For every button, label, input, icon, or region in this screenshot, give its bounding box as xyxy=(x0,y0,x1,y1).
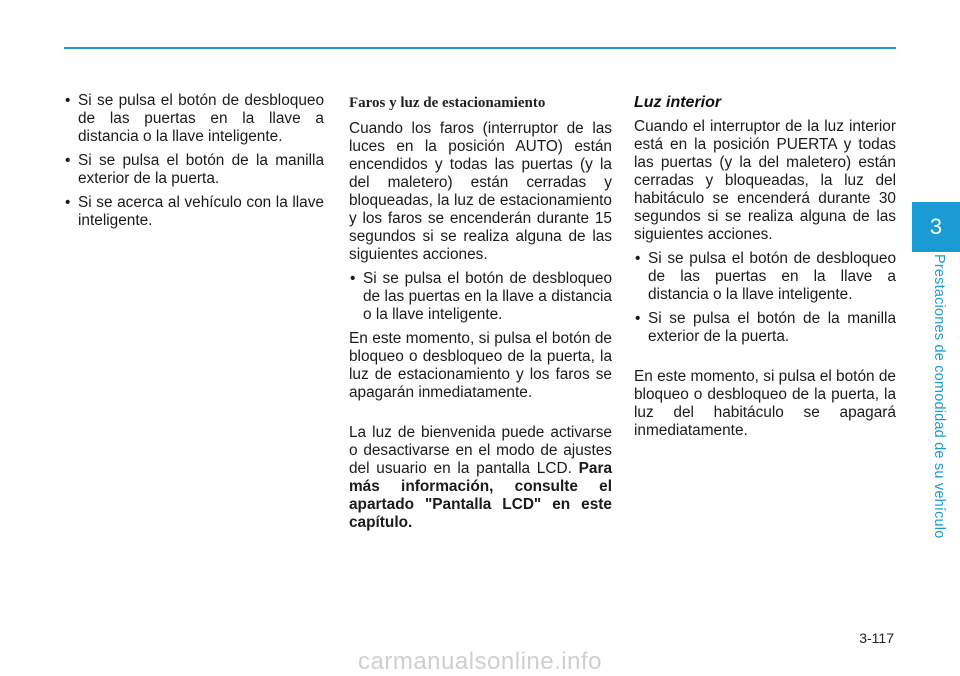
welcome-reference: Para más información, consulte el apartado "Pantalla LCD" en este capítulo. xyxy=(349,460,612,531)
chapter-title: Prestaciones de comodidad de su vehículo xyxy=(931,254,947,539)
bullet-list xyxy=(349,270,612,324)
list-item: • Si se pulsa el botón de desbloqueo de las puertas en la llave a distancia o la llave inteligente. xyxy=(634,250,896,304)
column-1 xyxy=(64,92,324,236)
bullet-list xyxy=(634,250,896,346)
list-item: • Si se acerca al vehículo con la llave inteligente. xyxy=(64,194,324,230)
list-item: • Si se pulsa el botón de la manilla exterior de la puerta. xyxy=(64,152,324,188)
list-item: • Si se pulsa el botón de desbloqueo de las puertas en la llave a distancia o la llave inteligente. xyxy=(64,92,324,146)
paragraph-welcome xyxy=(349,424,612,532)
paragraph-after: En este momento, si pulsa el botón de bloqueo o desbloqueo de la puerta, la luz de estacionamiento y los faros se apagarán inmediatamente. xyxy=(349,330,612,401)
list-item: • Si se pulsa el botón de desbloqueo de las puertas en la llave a distancia o la llave inteligente. xyxy=(349,270,612,324)
bullet-list xyxy=(64,92,324,230)
chapter-tab: 3 xyxy=(912,202,960,252)
paragraph-after: En este momento, si pulsa el botón de bloqueo o desbloqueo de la puerta, la luz del habitáculo se apagará inmediatamente. xyxy=(634,368,896,439)
watermark: carmanualsonline.info xyxy=(358,648,602,675)
section-heading-interior-light: Luz interior xyxy=(634,94,722,111)
list-item: • Si se pulsa el botón de la manilla exterior de la puerta. xyxy=(634,310,896,346)
section-heading-parking-lights: Faros y luz de estacionamiento xyxy=(349,95,546,111)
column-2 xyxy=(349,92,612,538)
welcome-text: La luz de bienvenida puede activarse o desactivarse en el modo de ajustes del usuario en la pantalla LCD. xyxy=(349,424,612,477)
paragraph-intro: Cuando el interruptor de la luz interior está en la posición PUERTA y todas las puertas (y la del maletero) están cerradas y bloqueadas, la luz del habitáculo se encenderá durante 30 segundos si se realiza alguna de las siguientes acciones. xyxy=(634,118,896,243)
top-rule xyxy=(64,47,896,49)
paragraph-intro: Cuando los faros (interruptor de las luces en la posición AUTO) están encendidos y todas las puertas (y la del maletero) están cerradas y bloqueadas, la luz de estacionamiento y los faros se encenderán durante 15 segundos si se realiza alguna de las siguientes acciones. xyxy=(349,120,612,263)
page-number: 3-117 xyxy=(859,630,894,646)
column-3 xyxy=(634,92,896,446)
